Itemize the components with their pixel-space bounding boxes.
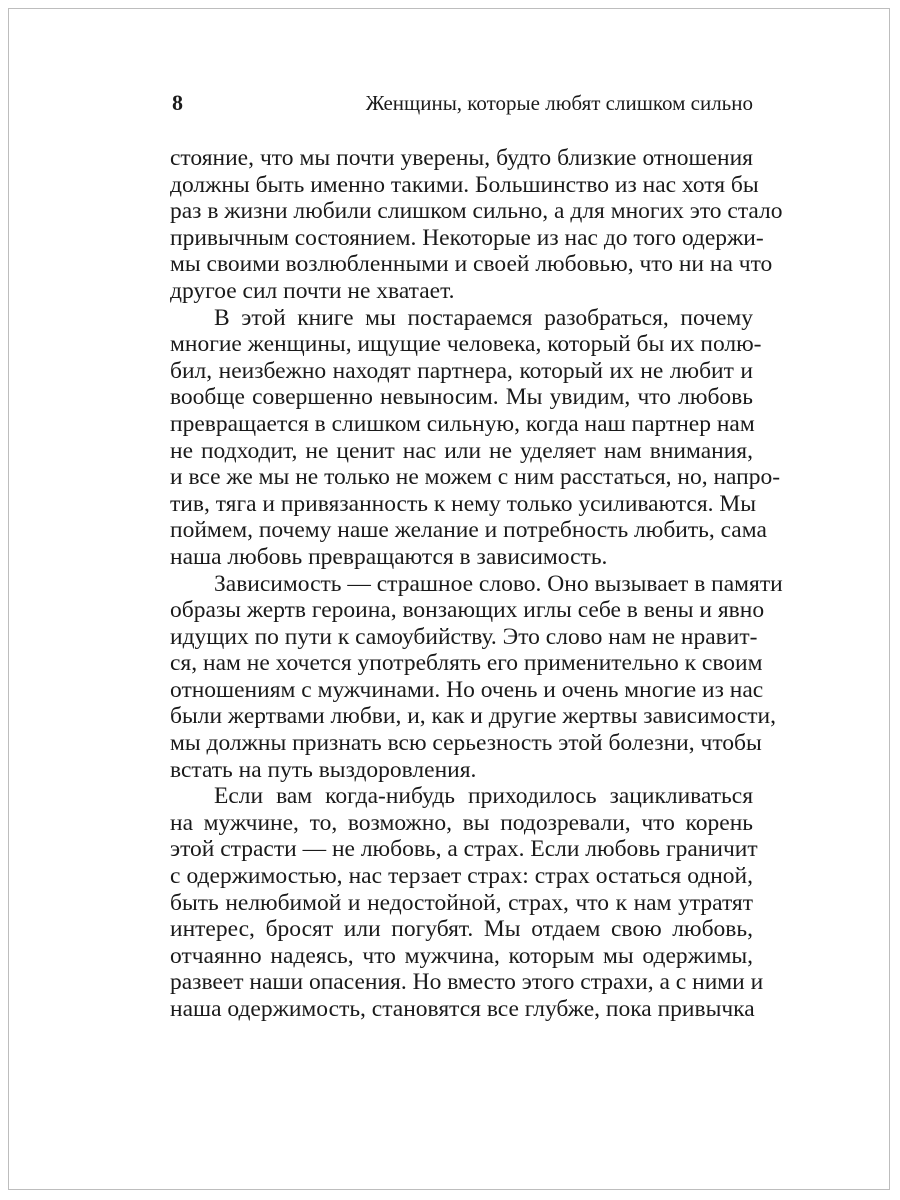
text-line: развеет наши опасения. Но вместо этого страхи, а с ними и [170, 969, 764, 996]
running-head [170, 84, 753, 118]
text-line: наша одержимость, становятся все глубже, пока привычка [170, 996, 755, 1022]
text-line: бил, неизбежно находят партнера, который их не любит и [170, 357, 753, 384]
text-line: вообще совершенно невыносим. Мы увидим, что любовь [170, 384, 753, 411]
text-line: мы своими возлюбленными и своей любовью, что ни на что [170, 251, 773, 278]
text-line: Зависимость — страшное слово. Оно вызывает в памяти [214, 570, 783, 597]
paragraph [170, 304, 781, 571]
text-line: на мужчине, то, возможно, вы подозревали, что корень [170, 809, 753, 836]
text-line: отношениям с мужчинами. Но очень и очень многие из нас [170, 676, 764, 703]
text-line: с одержимостью, нас терзает страх: страх остаться одной, [170, 863, 753, 890]
text-line: отчаянно надеясь, что мужчина, которым мы одержимы, [170, 942, 753, 969]
paragraph [170, 570, 783, 784]
text-line: стояние, что мы почти уверены, будто близкие отношения [170, 145, 753, 171]
text-line: идущих по пути к самоубийству. Это слово нам не нравит- [170, 623, 758, 650]
text-line: тив, тяга и привязанность к нему только усиливаются. Мы [170, 490, 757, 517]
paragraph [170, 783, 764, 1022]
text-line: другое сил почти не хватает. [170, 277, 455, 304]
text-line: были жертвами любви, и, как и другие жертвы зависимости, [170, 703, 776, 730]
text-line: превращается в слишком сильную, когда наш партнер нам [170, 410, 755, 437]
text-line: этой страсти — не любовь, а страх. Если любовь граничит [170, 836, 758, 863]
text-line: Если вам когда-нибудь приходилось зацикливаться [214, 783, 753, 810]
running-title: Женщины, которые любят слишком сильно [365, 91, 753, 115]
text-line: быть нелюбимой и недостойной, страх, что к нам утратят [170, 889, 753, 916]
paragraph [170, 145, 783, 305]
text-line: не подходит, не ценит нас или не уделяет нам внимания, [170, 437, 753, 464]
text-line: мы должны признать всю серьезность этой болезни, чтобы [170, 730, 762, 757]
page-number: 8 [172, 90, 183, 115]
text-line: раз в жизни любили слишком сильно, а для многих это стало [170, 198, 783, 225]
text-line: поймем, почему наше желание и потребность любить, сама [170, 517, 767, 544]
text-line: ся, нам не хочется употреблять его применительно к своим [170, 650, 763, 677]
text-line: привычным состоянием. Некоторые из нас до того одержи- [170, 224, 764, 251]
text-line: многие женщины, ищущие человека, который бы их полю- [170, 331, 762, 358]
text-line: и все же мы не только не можем с ним расстаться, но, напро- [170, 464, 781, 491]
body-text [170, 145, 783, 1023]
text-line: интерес, бросят или погубят. Мы отдаем свою любовь, [170, 916, 753, 943]
text-line: наша любовь превращаются в зависимость. [170, 543, 608, 570]
text-line: образы жертв героина, вонзающих иглы себе в вены и явно [170, 597, 765, 624]
text-line: должны быть именно такими. Большинство из нас хотя бы [170, 171, 759, 198]
text-line: В этой книге мы постараемся разобраться, почему [214, 304, 753, 331]
text-line: встать на путь выздоровления. [170, 756, 477, 783]
